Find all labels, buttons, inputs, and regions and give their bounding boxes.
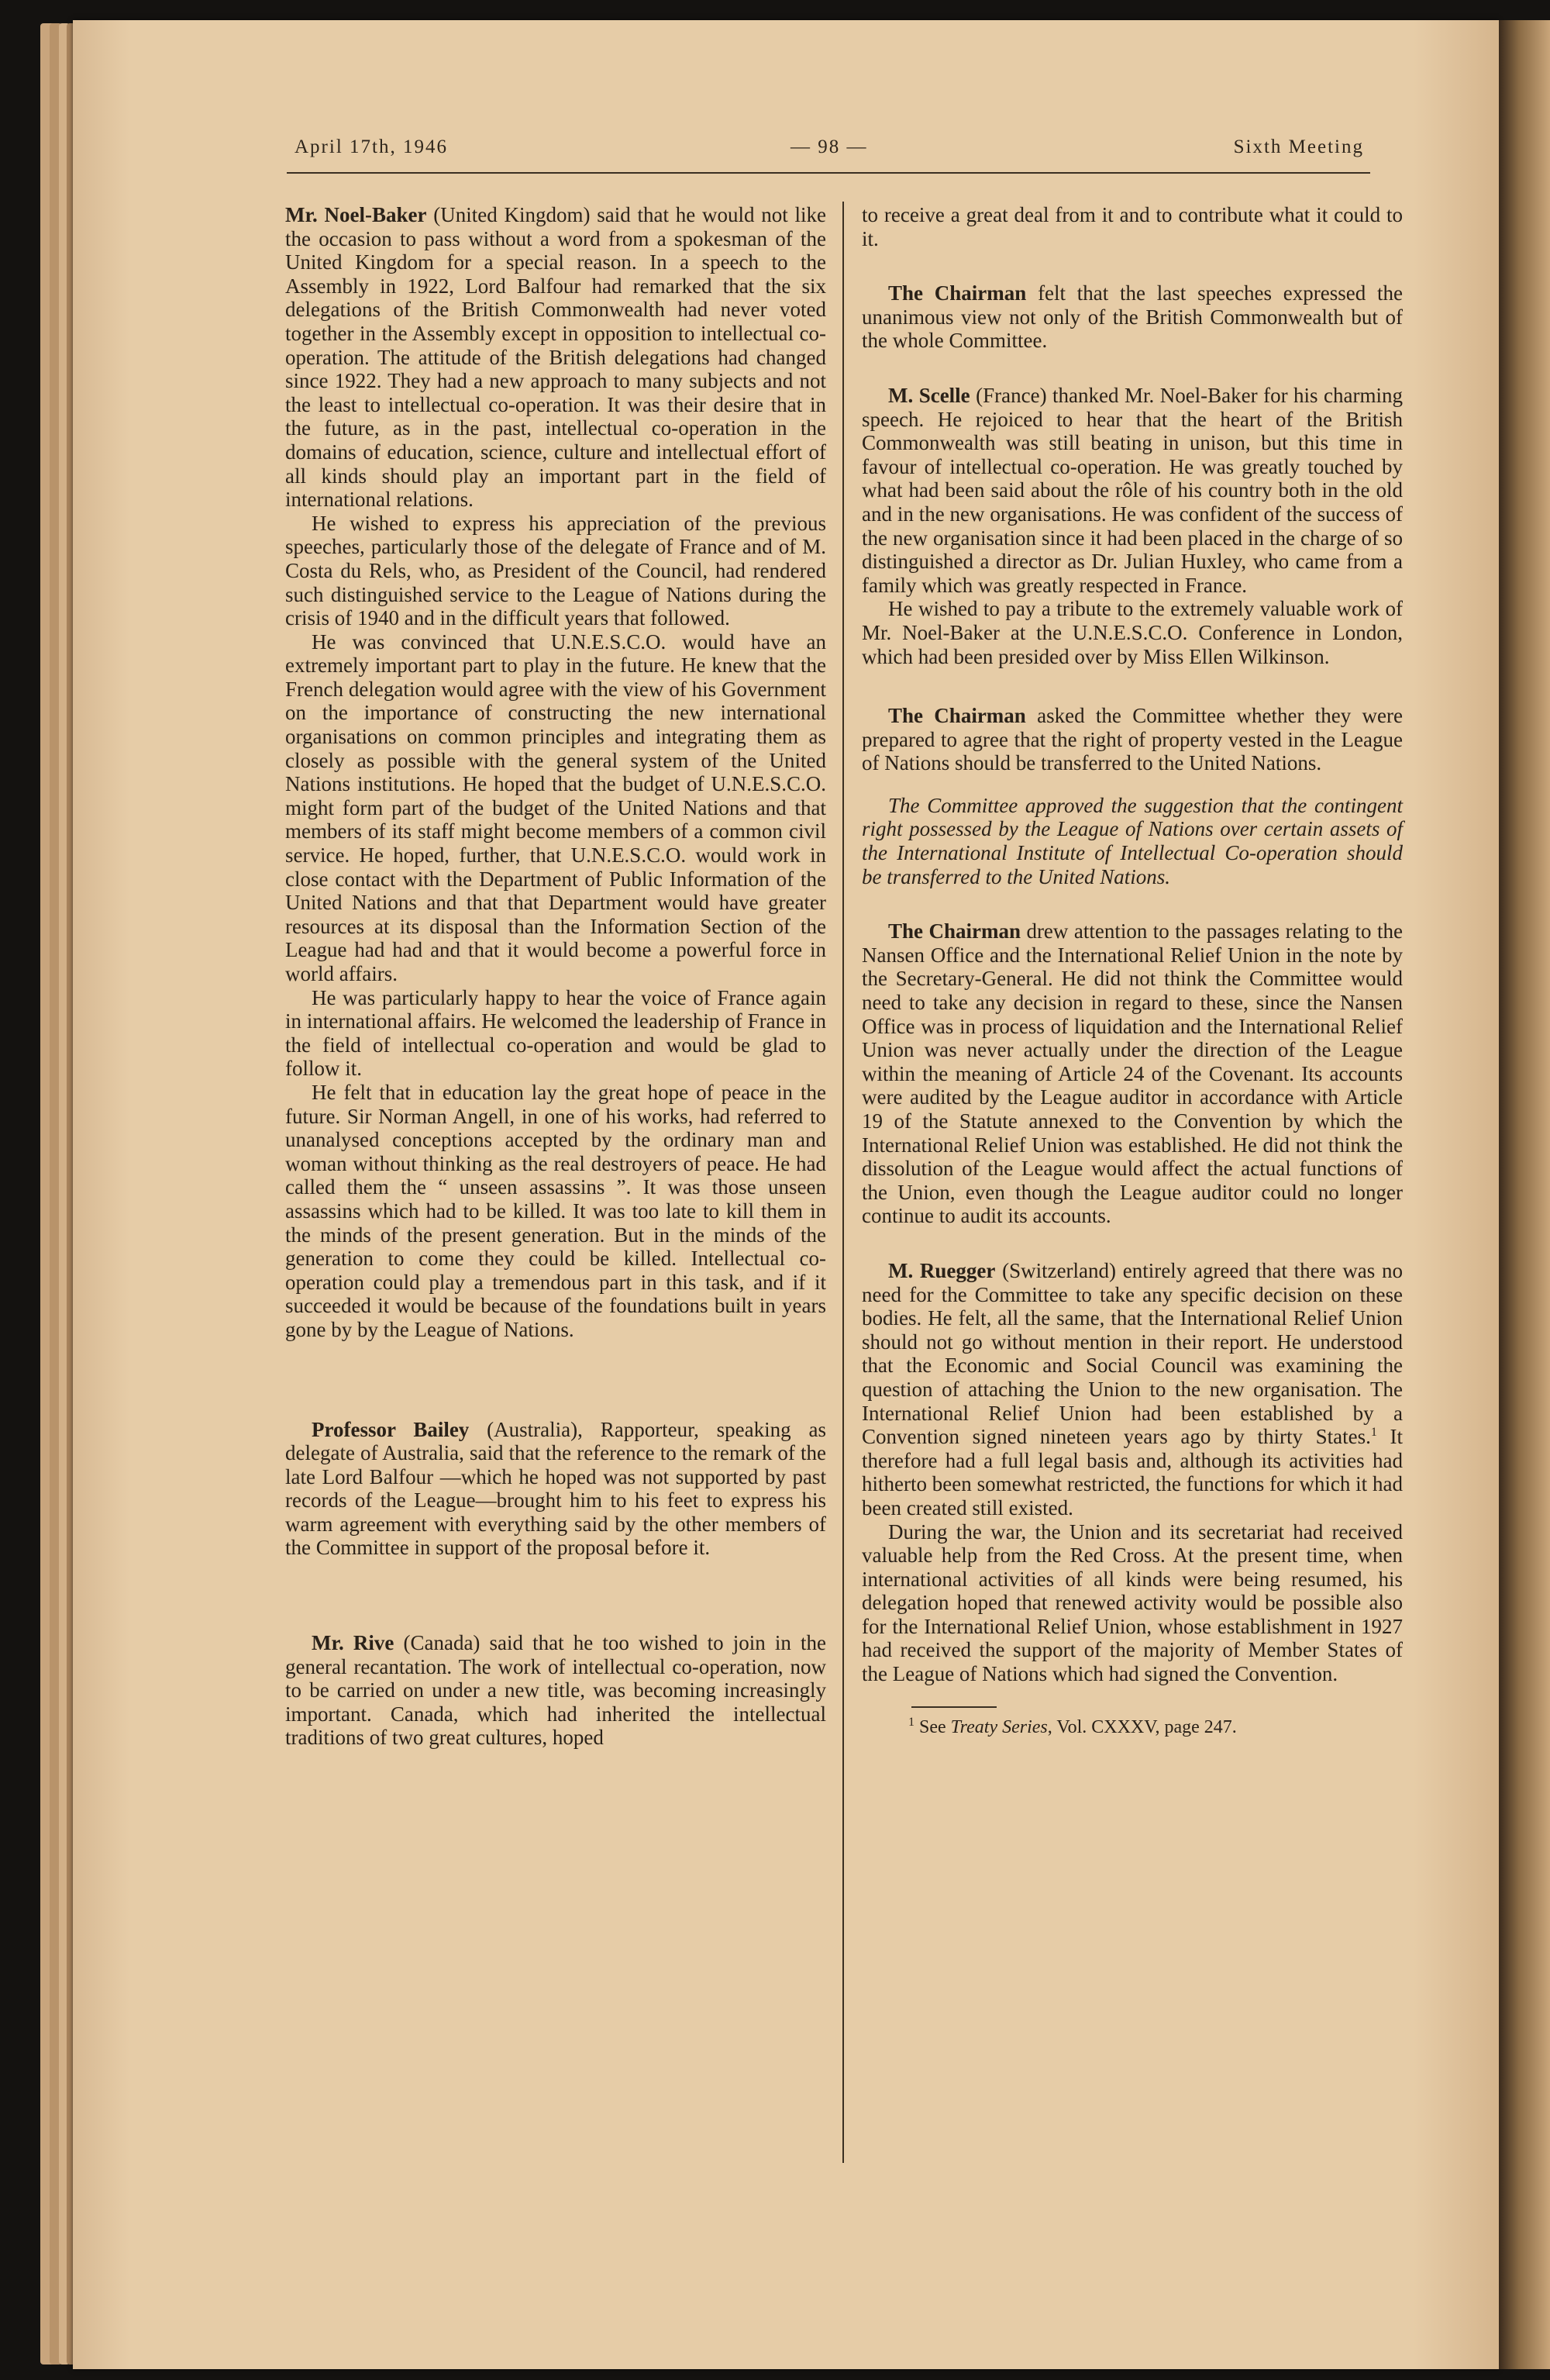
footnote-rule (911, 1706, 997, 1708)
header-rule (287, 172, 1370, 174)
paragraph: During the war, the Union and its secretariat had received valuable help from the Red Cross. At the present time, when international activities of all kinds were being resumed, his delegation hoped that renewed activity would be possible also for the International Relief Union, whose establishment in 1927 had received the support of the majority of Member States of the League of Nations which had signed the Convention. (862, 1519, 1403, 1686)
paragraph (862, 384, 1403, 597)
paragraph-text: (United Kingdom) said that he would not like the occasion to pass without a word from a spokesman of the United Kingdom for a special reason. In a speech to the Assembly in 1922, Lord Balfour had remarked that the six delegations of the British Commonwealth had never voted together in the Assembly except in opposition to intellectual co-operation. The attitude of the British delegations had changed since 1922. They had a new approach to many subjects and not the least to intellectual co-operation. It was their desire that in the future, as in the past, intellectual co-operation in the domains of education, science, culture and intellectual effort of all kinds should play an important part in the field of international relations. (285, 203, 827, 512)
paragraph: to receive a great deal from it and to contribute what it could to it. (862, 203, 1403, 250)
paragraph (285, 203, 826, 512)
column-divider (842, 202, 844, 2163)
book-gutter (1499, 20, 1550, 2369)
paragraph (862, 704, 1403, 775)
paragraph: He was convinced that U.N.E.S.C.O. would have an extremely important part to play in the future. He knew that the French delegation would agree with the view of his Government on the importance of constructing the new international organisations on common principles and integrating them as closely as possible with the general system of the United Nations institutions. He hoped that the budget of U.N.E.S.C.O. might form part of the budget of the United Nations and that members of its staff might become members of a common civil service. He hoped, further, that U.N.E.S.C.O. would work in close contact with the Department of Public Information of the United Nations and that that Department would have greater resources at its disposal than the Information Section of the League had had and that it would become a powerful force in world affairs. (285, 629, 826, 985)
speaker-name: Mr. Rive (312, 1631, 394, 1655)
footnote-ref: 1 (1370, 1426, 1377, 1440)
header-date: April 17th, 1946 (294, 136, 448, 157)
paragraph (285, 1631, 826, 1750)
paragraph (862, 919, 1403, 1228)
paragraph (862, 1259, 1403, 1520)
paragraph: He wished to express his appreciation of the previous speeches, particularly those of the delegate of France and of M. Costa du Rels, who, as President of the Council, had rendered such distinguished service to the League of Nations during the crisis of 1940 and in the difficult years that followed. (285, 511, 826, 630)
footnote (862, 1716, 1403, 1740)
paragraph: He wished to pay a tribute to the extremely valuable work of Mr. Noel-Baker at the U.N.E.S.C.O. Conference in London, which had been presided over by Miss Ellen Wilkinson. (862, 597, 1403, 668)
speaker-name: Mr. Noel-Baker (285, 203, 427, 226)
header-section: Sixth Meeting (1233, 136, 1364, 157)
right-column (862, 203, 1403, 1739)
footnote-suffix: , Vol. CXXXV, page 247. (1047, 1716, 1237, 1737)
paragraph-text: drew attention to the passages relating to the Nansen Office and the International Relief Union in the note by the Secretary-General. He did not think the Committee would need to take any decision in regard to these, since the Nansen Office was in process of liquidation and the International Relief Union was never actually under the direction of the League within the meaning of Article 24 of the Covenant. Its accounts were audited by the League auditor in accordance with Article 19 of the Statute annexed to the Convention by which the International Relief Union was established. He did not think the dissolution of the League would affect the actual functions of the Union, even though the League auditor could no longer continue to audit its accounts. (862, 919, 1403, 1228)
speaker-name: M. Scelle (888, 383, 970, 407)
speaker-name: Professor Bailey (312, 1417, 470, 1441)
paragraph: He felt that in education lay the great hope of peace in the future. Sir Norman Angell, in one of his works, had referred to unanalysed conceptions accepted by the ordinary man and woman without thinking as the real destroyers of peace. He had called them the “ unseen assassins ”. It was those unseen assassins which had to be killed. It was too late to kill them in the minds of the present generation. But in the minds of the generation to come they could be killed. Intellectual co-operation could play a tremendous part in this task, and if it succeeded it would be because of the foundations built in years gone by by the League of Nations. (285, 1080, 826, 1341)
paragraph-text: (Switzerland) entirely agreed that there was no need for the Committee to take any specific decision on these bodies. He felt, all the same, that the International Relief Union should not go without mention in their report. He understood that the Economic and Social Council was examining the question of attaching the Union to the new organisation. The International Relief Union had been established by a Convention signed nineteen years ago by thirty States. (862, 1258, 1403, 1449)
paragraph-text: (Canada) said that he too wished to join in the general recantation. The work of intellectual co-operation, now to be carried on under a new title, was becoming increasingly important. Canada, which had inherited the intellectual traditions of two great cultures, hoped (285, 1631, 826, 1750)
paragraph (862, 281, 1403, 353)
left-column (285, 203, 826, 1750)
resolution-text: The Committee approved the suggestion that the contingent right possessed by the League of Nations over certain assets of the International Institute of Intellectual Co-operation should be transferred to the United Nations. (862, 793, 1403, 888)
paragraph-text: It therefore had a full legal basis and, although its activities had hitherto been somewhat restricted, the functions for which it had been created still existed. (862, 1425, 1403, 1519)
speaker-name: The Chairman (888, 919, 1021, 943)
speaker-name: M. Ruegger (888, 1258, 996, 1282)
paragraph-text: felt that the last speeches expressed the unanimous view not only of the British Commonwealth but of the whole Committee. (862, 281, 1403, 353)
paragraph-text: asked the Committee whether they were prepared to agree that the right of property vested in the League of Nations should be transferred to the United Nations. (862, 704, 1403, 775)
speaker-name: The Chairman (888, 704, 1026, 728)
paragraph-text: (France) thanked Mr. Noel-Baker for his charming speech. He rejoiced to hear that the heart of the British Commonwealth was still beating in unison, but this time in favour of intellectual co-operation. He was greatly touched by what had been said about the rôle of his country both in the old and in the new organisations. He was confident of the success of the new organisation since it had been placed in the charge of so distinguished a director as Dr. Julian Huxley, who came from a family which was greatly respected in France. (862, 383, 1403, 597)
paragraph (285, 1418, 826, 1561)
paragraph: He was particularly happy to hear the voice of France again in international affairs. He welcomed the leadership of France in the field of intellectual co-operation and would be glad to follow it. (285, 985, 826, 1081)
running-header (294, 136, 1364, 167)
paragraph-text: (Australia), Rapporteur, speaking as delegate of Australia, said that the reference to the remark of the late Lord Balfour —which he hoped was not supported by past records of the League—brought him to his feet to express his warm agreement with everything said by the other members of the Committee in support of the proposal before it. (285, 1417, 826, 1560)
footnote-prefix: See (914, 1716, 951, 1737)
footnote-mark: 1 (908, 1715, 914, 1729)
page-number: — 98 — (790, 136, 868, 157)
speaker-name: The Chairman (888, 281, 1027, 305)
footnote-title: Treaty Series (950, 1716, 1048, 1737)
